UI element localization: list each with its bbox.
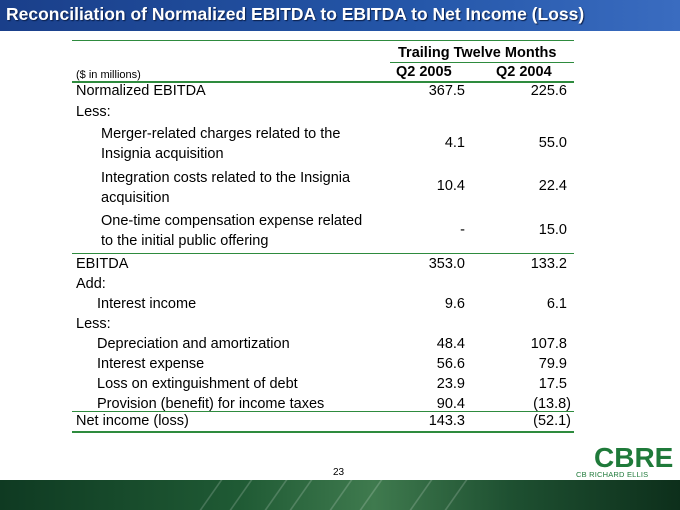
- value-normalized-ebitda-2005: 367.5: [428, 83, 465, 99]
- net-income-rule: [72, 411, 574, 412]
- value-integration-2005: 10.4: [436, 178, 465, 194]
- row-label-onetime: One-time compensation expense related to the initial public offering: [101, 213, 363, 249]
- value-merger-2004: 55.0: [538, 135, 567, 151]
- page-number: 23: [333, 467, 345, 478]
- row-label-ebitda: EBITDA: [76, 256, 129, 272]
- value-depreciation-2005: 48.4: [436, 336, 465, 352]
- row-label-normalized-ebitda: Normalized EBITDA: [76, 83, 206, 99]
- value-provision-2004: (13.8): [533, 396, 571, 412]
- value-onetime-2005: -: [460, 222, 465, 238]
- value-normalized-ebitda-2004: 225.6: [530, 83, 567, 99]
- value-depreciation-2004: 107.8: [530, 336, 567, 352]
- row-label-integration: Integration costs related to the Insignia acquisition: [101, 170, 351, 206]
- value-merger-2005: 4.1: [444, 135, 465, 151]
- row-label-add: Add:: [76, 276, 106, 292]
- cbre-logo-subtitle: CB RICHARD ELLIS: [576, 470, 649, 479]
- row-label-less-2: Less:: [76, 316, 111, 332]
- title-bar: [0, 0, 680, 31]
- value-interest-income-2005: 9.6: [444, 296, 465, 312]
- value-onetime-2004: 15.0: [538, 222, 567, 238]
- row-label-net-income: Net income (loss): [76, 413, 189, 429]
- column-header-q2-2004: Q2 2004: [496, 64, 552, 80]
- header-mid-rule: [390, 62, 574, 63]
- row-label-depreciation: Depreciation and amortization: [97, 336, 290, 352]
- value-net-income-2004: (52.1): [533, 413, 571, 429]
- period-header: Trailing Twelve Months: [398, 45, 557, 61]
- row-label-provision: Provision (benefit) for income taxes: [97, 396, 325, 412]
- row-label-loss-on-debt: Loss on extinguishment of debt: [97, 376, 298, 392]
- cbre-logo: CBRE: [594, 442, 674, 473]
- ebitda-rule: [72, 253, 574, 254]
- value-interest-expense-2005: 56.6: [436, 356, 465, 372]
- value-interest-expense-2004: 79.9: [538, 356, 567, 372]
- slide-title: Reconciliation of Normalized EBITDA to EBITDA to Net Income (Loss): [6, 4, 585, 24]
- header-top-rule: [72, 40, 574, 41]
- footer-band: [0, 480, 680, 510]
- row-label-less: Less:: [76, 104, 111, 120]
- value-loss-on-debt-2005: 23.9: [436, 376, 465, 392]
- value-net-income-2005: 143.3: [428, 413, 465, 429]
- value-provision-2005: 90.4: [436, 396, 465, 412]
- units-label: ($ in millions): [76, 69, 141, 81]
- row-label-interest-income: Interest income: [97, 296, 197, 312]
- value-interest-income-2004: 6.1: [546, 296, 567, 312]
- value-ebitda-2005: 353.0: [428, 256, 465, 272]
- value-ebitda-2004: 133.2: [530, 256, 567, 272]
- column-header-q2-2005: Q2 2005: [396, 64, 452, 80]
- row-label-merger: Merger-related charges related to the Insignia acquisition: [101, 126, 341, 162]
- table-bottom-rule: [72, 431, 574, 433]
- value-loss-on-debt-2004: 17.5: [538, 376, 567, 392]
- value-integration-2004: 22.4: [538, 178, 567, 194]
- row-label-interest-expense: Interest expense: [97, 356, 205, 372]
